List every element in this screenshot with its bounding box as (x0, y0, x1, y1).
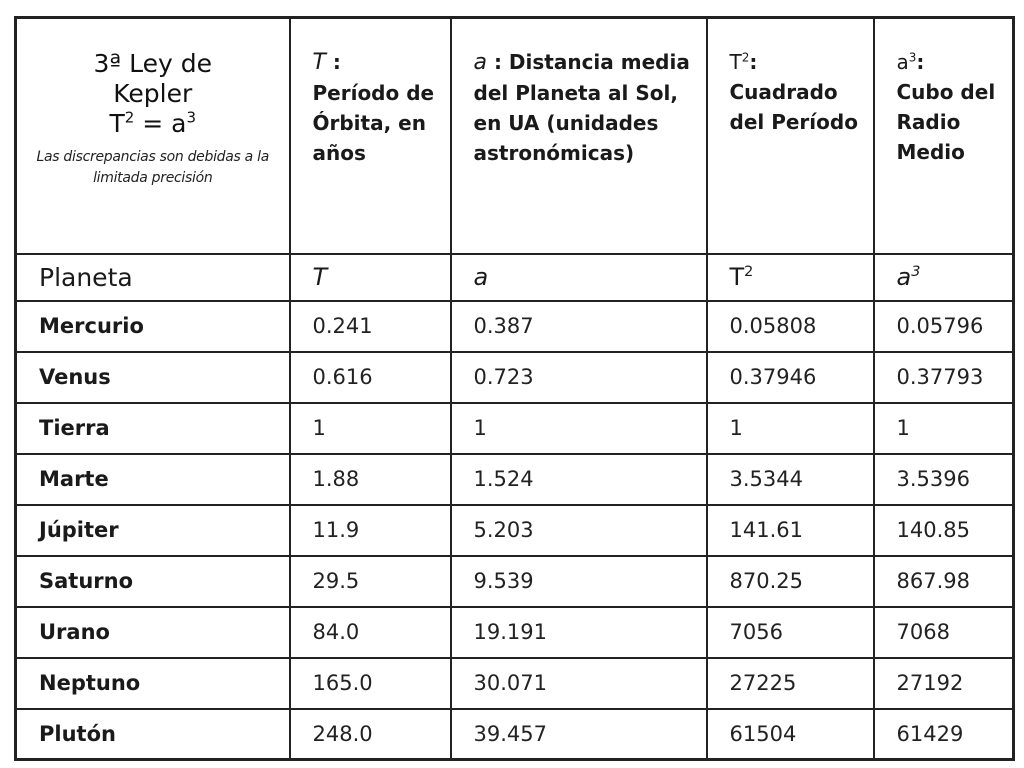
planet-cell: Júpiter (16, 505, 290, 556)
symbol-a3: $a^3$ (874, 254, 1014, 301)
radius-cubed-cell: 140.85 (874, 505, 1014, 556)
radius-cubed-cell: 1 (874, 403, 1014, 454)
header-period: T : Período de Órbita, en años (290, 18, 451, 254)
planet-cell: Plutón (16, 709, 290, 760)
distance-cell: 0.387 (451, 301, 707, 352)
header-row (16, 18, 1014, 254)
radius-cubed-cell: 0.37793 (874, 352, 1014, 403)
period-squared-cell: 1 (707, 403, 874, 454)
table-row (16, 607, 1014, 658)
period-cell: 1 (290, 403, 451, 454)
title-formula: $T^2 = a^3$ (109, 108, 197, 138)
planet-cell: Marte (16, 454, 290, 505)
kepler-law-table (14, 16, 1015, 761)
period-squared-cell: 0.37946 (707, 352, 874, 403)
planet-cell: Urano (16, 607, 290, 658)
header-radius-cubed: $a^3$: Cubo del Radio Medio (874, 18, 1014, 254)
distance-cell: 1.524 (451, 454, 707, 505)
period-cell: 11.9 (290, 505, 451, 556)
header-period-squared: $T^2$: Cuadrado del Período (707, 18, 874, 254)
period-squared-cell: 61504 (707, 709, 874, 760)
title-line-2: Kepler (113, 79, 193, 108)
distance-cell: 30.071 (451, 658, 707, 709)
planet-cell: Tierra (16, 403, 290, 454)
period-squared-cell: 27225 (707, 658, 874, 709)
title-line-1: 3ª Ley de (93, 49, 212, 78)
period-cell: 0.241 (290, 301, 451, 352)
header-period-desc: Período de Órbita, en años (312, 81, 435, 165)
distance-cell: 0.723 (451, 352, 707, 403)
planet-cell: Venus (16, 352, 290, 403)
radius-cubed-cell: 3.5396 (874, 454, 1014, 505)
period-squared-cell: 0.05808 (707, 301, 874, 352)
table-row (16, 709, 1014, 760)
period-cell: 29.5 (290, 556, 451, 607)
table-row (16, 352, 1014, 403)
symbol-T: T (290, 254, 451, 301)
table-row (16, 403, 1014, 454)
planet-cell: Saturno (16, 556, 290, 607)
distance-cell: 9.539 (451, 556, 707, 607)
period-squared-cell: 3.5344 (707, 454, 874, 505)
period-squared-cell: 7056 (707, 607, 874, 658)
title-note: Las discrepancias son debidas a la limitada precisión (36, 149, 269, 186)
planet-cell: Mercurio (16, 301, 290, 352)
period-squared-cell: 141.61 (707, 505, 874, 556)
period-cell: 84.0 (290, 607, 451, 658)
table-row (16, 556, 1014, 607)
distance-cell: 5.203 (451, 505, 707, 556)
period-cell: 0.616 (290, 352, 451, 403)
header-tsq-desc: Cuadrado del Período (729, 80, 858, 134)
symbol-row (16, 254, 1014, 301)
title-cell (16, 18, 290, 254)
period-cell: 165.0 (290, 658, 451, 709)
table-row (16, 301, 1014, 352)
radius-cubed-cell: 61429 (874, 709, 1014, 760)
planet-cell: Neptuno (16, 658, 290, 709)
radius-cubed-cell: 7068 (874, 607, 1014, 658)
radius-cubed-cell: 0.05796 (874, 301, 1014, 352)
header-acube-desc: Cubo del Radio Medio (896, 80, 996, 164)
distance-cell: 1 (451, 403, 707, 454)
header-distance: a : Distancia media del Planeta al Sol, en UA (unidades astronómicas) (451, 18, 707, 254)
period-cell: 1.88 (290, 454, 451, 505)
table-row (16, 454, 1014, 505)
period-cell: 248.0 (290, 709, 451, 760)
symbol-T2: $T^2$ (707, 254, 874, 301)
table-row (16, 505, 1014, 556)
distance-cell: 39.457 (451, 709, 707, 760)
distance-cell: 19.191 (451, 607, 707, 658)
period-squared-cell: 870.25 (707, 556, 874, 607)
symbol-a: a (451, 254, 707, 301)
symbol-planeta: Planeta (16, 254, 290, 301)
radius-cubed-cell: 27192 (874, 658, 1014, 709)
table-row (16, 658, 1014, 709)
radius-cubed-cell: 867.98 (874, 556, 1014, 607)
